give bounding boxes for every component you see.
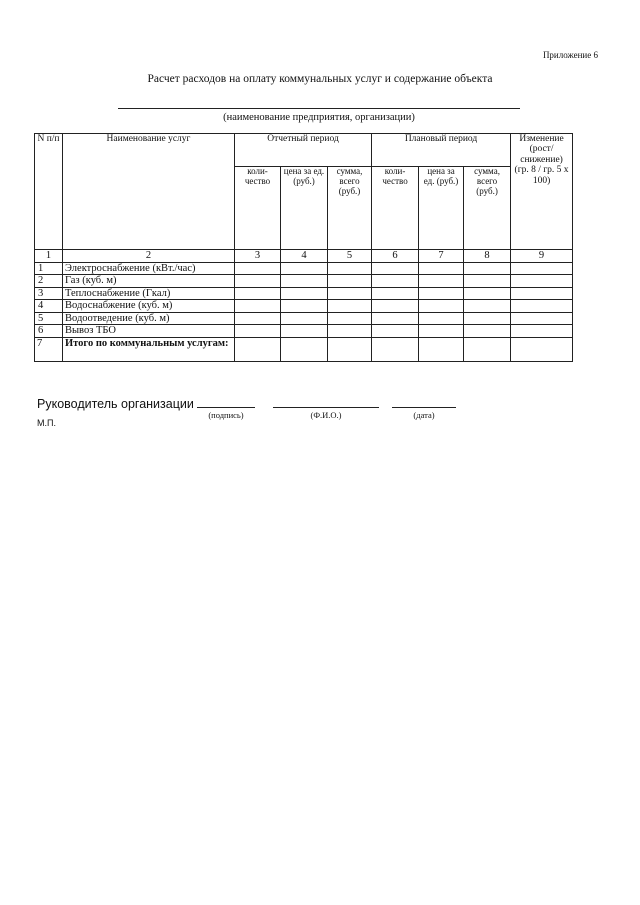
appendix-label: Приложение 6 [542,50,598,60]
cell[interactable] [464,262,511,275]
cell[interactable] [511,325,573,338]
cell[interactable] [419,275,464,288]
header-plan-period: Плановый период [372,134,511,167]
subheader-plan-price: цена за ед. (руб.) [419,167,464,250]
manager-label: Руководитель организации [37,397,194,411]
cell[interactable] [419,312,464,325]
cell[interactable] [235,262,281,275]
cell[interactable] [464,300,511,313]
cell[interactable] [419,325,464,338]
cell[interactable] [281,337,328,361]
cell[interactable] [328,275,372,288]
column-number: 7 [419,250,464,263]
subheader-plan-sum: сумма, всего (руб.) [464,167,511,250]
cell[interactable] [372,312,419,325]
row-service: Теплоснабжение (Гкал) [63,287,235,300]
cell[interactable] [511,312,573,325]
cell[interactable] [372,337,419,361]
total-label: Итого по коммунальным услугам: [63,337,235,361]
column-number: 8 [464,250,511,263]
column-number: 2 [63,250,235,263]
row-service: Водоотведение (куб. м) [63,312,235,325]
date-line [392,407,456,408]
fio-line [273,407,379,408]
row-num: 6 [35,325,63,338]
subheader-report-sum: сумма, всего (руб.) [328,167,372,250]
table-row [35,312,573,325]
row-num: 2 [35,275,63,288]
cell[interactable] [328,337,372,361]
stamp-place-label: М.П. [37,418,56,428]
total-num: 7 [35,337,63,361]
org-name-caption: (наименование предприятия, организации) [223,112,415,123]
header-row [35,134,573,167]
document-title: Расчет расходов на оплату коммунальных услуг и содержание объекта [147,73,493,85]
cell[interactable] [281,325,328,338]
cell[interactable] [511,262,573,275]
cell[interactable] [235,287,281,300]
cell[interactable] [372,262,419,275]
cell[interactable] [235,312,281,325]
cell[interactable] [419,337,464,361]
cell[interactable] [281,275,328,288]
row-num: 5 [35,312,63,325]
row-service: Электроснабжение (кВт./час) [63,262,235,275]
row-service: Водоснабжение (куб. м) [63,300,235,313]
cell[interactable] [372,300,419,313]
fio-caption: (Ф.И.О.) [310,410,342,420]
cell[interactable] [281,287,328,300]
total-row [35,337,573,361]
cell[interactable] [511,275,573,288]
row-num: 4 [35,300,63,313]
table-row [35,300,573,313]
header-change: Изменение (рост/ снижение) (гр. 8 / гр. 5 х 100) [511,134,573,250]
org-name-line [118,108,520,109]
cell[interactable] [281,312,328,325]
table-row [35,262,573,275]
cell[interactable] [372,325,419,338]
table-row [35,287,573,300]
cell[interactable] [235,325,281,338]
table-row [35,275,573,288]
subheader-report-price: цена за ед. (руб.) [281,167,328,250]
subheader-plan-qty: коли- чество [372,167,419,250]
cell[interactable] [511,337,573,361]
column-number: 5 [328,250,372,263]
column-number: 4 [281,250,328,263]
cell[interactable] [328,325,372,338]
column-number: 6 [372,250,419,263]
date-caption: (дата) [413,410,435,420]
cell[interactable] [372,287,419,300]
cell[interactable] [511,300,573,313]
cell[interactable] [328,287,372,300]
header-report-period: Отчетный период [235,134,372,167]
cell[interactable] [281,262,328,275]
cell[interactable] [235,337,281,361]
cell[interactable] [419,262,464,275]
cell[interactable] [464,275,511,288]
row-num: 1 [35,262,63,275]
row-service: Вывоз ТБО [63,325,235,338]
cell[interactable] [372,275,419,288]
cell[interactable] [328,300,372,313]
table-row [35,325,573,338]
cell[interactable] [235,300,281,313]
header-service-name: Наименование услуг [63,134,235,250]
cell[interactable] [464,325,511,338]
cell[interactable] [281,300,328,313]
cell[interactable] [235,275,281,288]
column-number: 1 [35,250,63,263]
signature-line [197,407,255,408]
subheader-report-qty: коли- чество [235,167,281,250]
cell[interactable] [419,300,464,313]
cell[interactable] [464,287,511,300]
column-number: 3 [235,250,281,263]
row-service: Газ (куб. м) [63,275,235,288]
signature-caption: (подпись) [208,410,244,420]
row-num: 3 [35,287,63,300]
cell[interactable] [328,262,372,275]
header-num: N п/п [35,134,63,250]
cell[interactable] [328,312,372,325]
column-numbers-row [35,250,573,263]
cell[interactable] [419,287,464,300]
cell[interactable] [464,312,511,325]
cell[interactable] [464,337,511,361]
cell[interactable] [511,287,573,300]
column-number: 9 [511,250,573,263]
expenses-table [34,133,573,362]
